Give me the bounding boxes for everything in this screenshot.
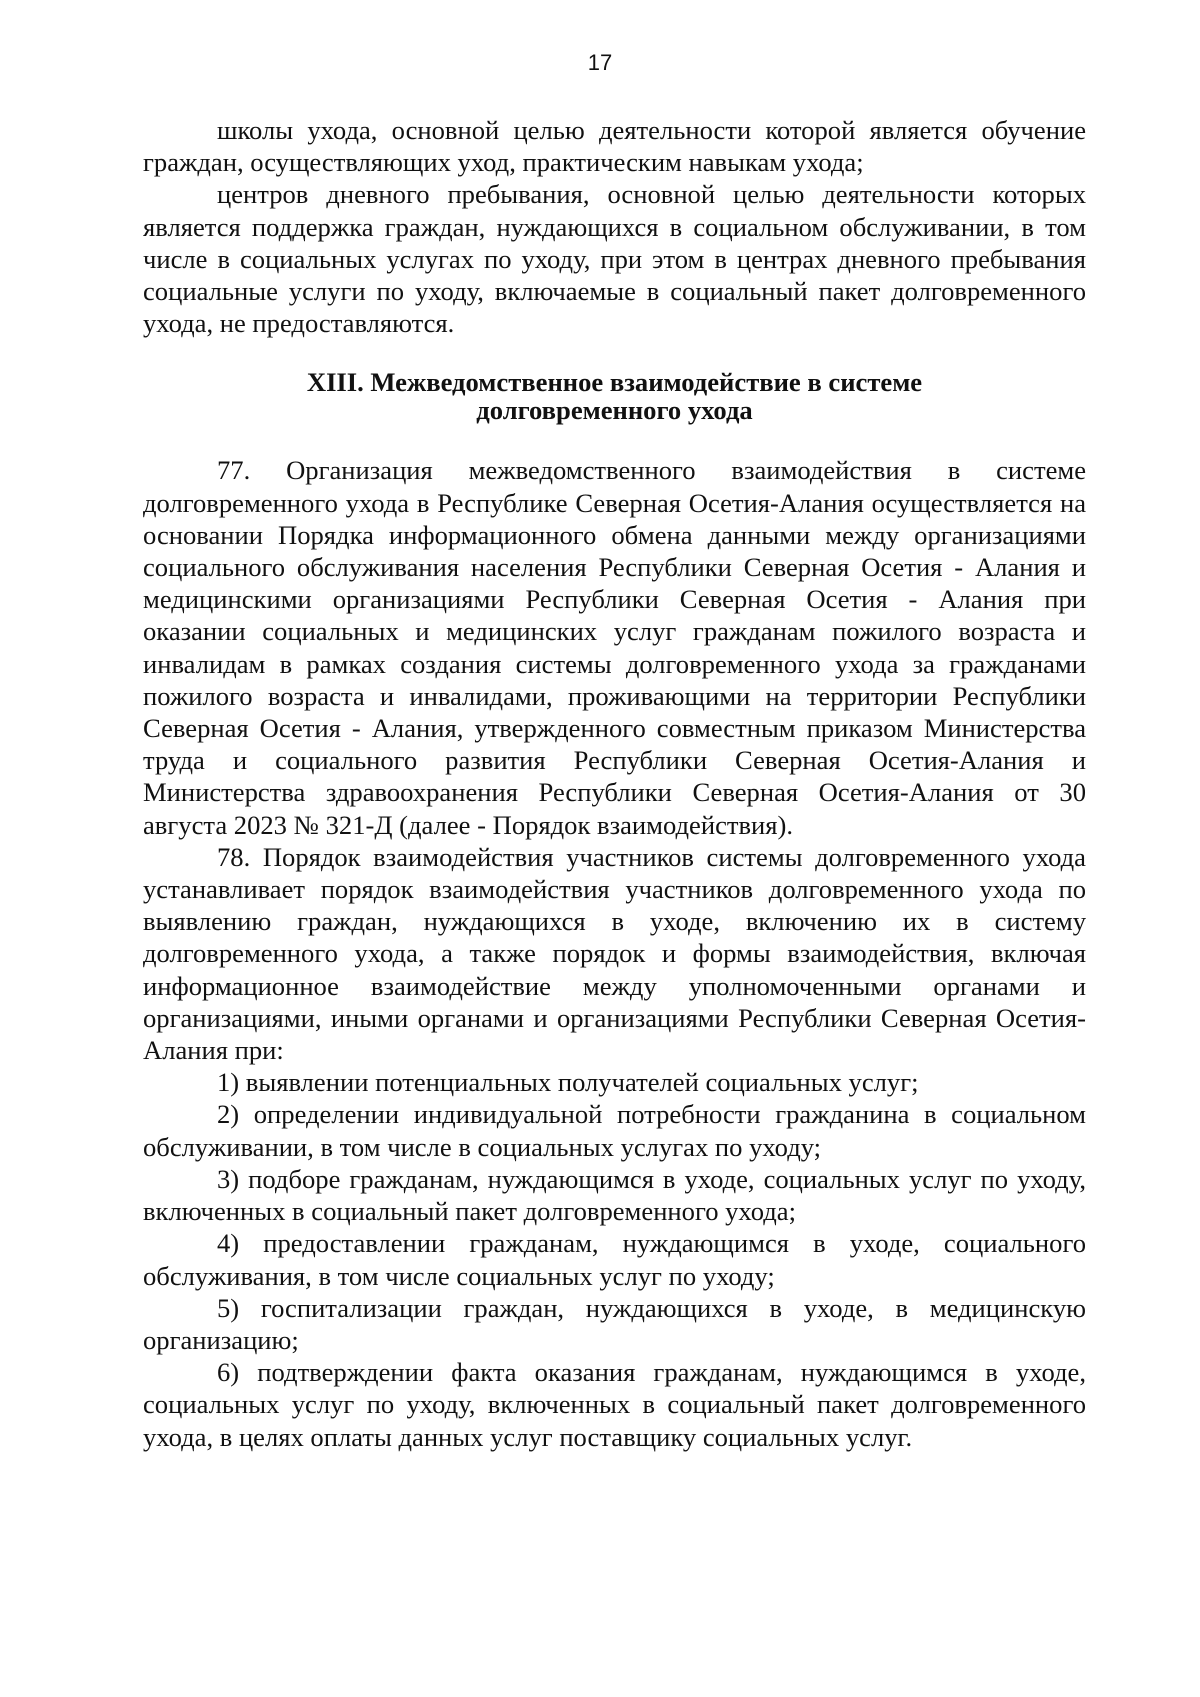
- list-item-2: 2) определении индивидуальной потребности гражданина в социальном обслуживании, в том числе в социальных услугах по уходу;: [143, 1099, 1086, 1162]
- section-title: [143, 368, 1086, 424]
- intro-paragraph-schools: школы ухода, основной целью деятельности которой является обучение граждан, осуществляющих уход, практическим навыкам ухода;: [143, 115, 1086, 178]
- paragraph-77: 77. Организация межведомственного взаимодействия в системе долговременного ухода в Республике Северная Осетия-Алания осуществляется на основании Порядка информационного обмена данными между организациями социального обслуживания населения Республики Северная Осетия - Алания и медицинскими организациями Республики Северная Осетия - Алания при оказании социальных и медицинских услуг гражданам пожилого возраста и инвалидам в рамках создания системы долговременного ухода за гражданами пожилого возраста и инвалидами, проживающими на территории Республики Северная Осетия - Алания, утвержденного совместным приказом Министерства труда и социального развития Республики Северная Осетия-Алания и Министерства здравоохранения Республики Северная Осетия-Алания от 30 августа 2023 № 321-Д (далее - Порядок взаимодействия).: [143, 455, 1086, 840]
- paragraph-78: 78. Порядок взаимодействия участников системы долговременного ухода устанавливает порядок взаимодействия участников долговременного ухода по выявлению граждан, нуждающихся в уходе, включению их в систему долговременного ухода, а также порядок и формы взаимодействия, включая информационное взаимодействие между уполномоченными органами и организациями, иными органами и организациями Республики Северная Осетия-Алания при:: [143, 841, 1086, 1066]
- list-item-6: 6) подтверждении факта оказания гражданам, нуждающимся в уходе, социальных услуг по уходу, включенных в социальный пакет долговременного ухода, в целях оплаты данных услуг поставщику социальных услуг.: [143, 1357, 1086, 1452]
- list-item-3: 3) подборе гражданам, нуждающимся в уходе, социальных услуг по уходу, включенных в социальный пакет долговременного ухода;: [143, 1163, 1086, 1227]
- section-title-line-1: XIII. Межведомственное взаимодействие в системе: [306, 367, 923, 398]
- list-item-1: 1) выявлении потенциальных получателей социальных услуг;: [217, 1067, 919, 1098]
- list-item-4: 4) предоставлении гражданам, нуждающимся в уходе, социального обслуживания, в том числе социальных услуг по уходу;: [143, 1228, 1086, 1291]
- document-body: [143, 114, 1086, 1453]
- page-number: 17: [587, 50, 613, 75]
- intro-paragraph-day-centers: центров дневного пребывания, основной целью деятельности которых является поддержка граждан, нуждающихся в социальном обслуживании, в том числе в социальных услугах по уходу, при этом в центрах дневного пребывания социальные услуги по уходу, включаемые в социальный пакет долговременного ухода, не предоставляются.: [143, 179, 1086, 339]
- list-item-5: 5) госпитализации граждан, нуждающихся в уходе, в медицинскую организацию;: [143, 1292, 1086, 1355]
- section-title-line-2: долговременного ухода: [476, 395, 753, 426]
